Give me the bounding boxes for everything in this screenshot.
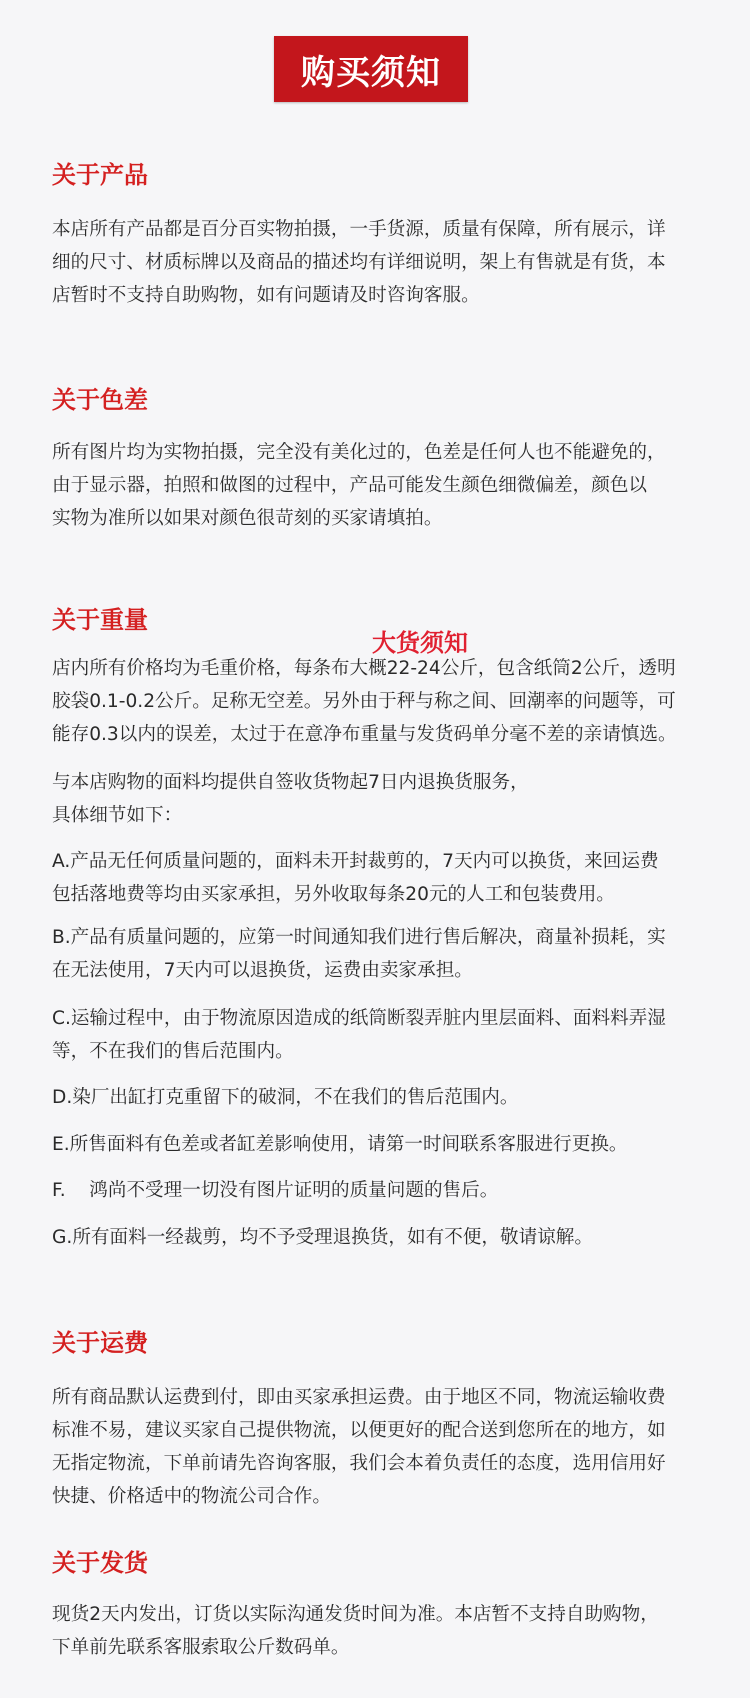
page-title-banner: 购买须知 [274,36,468,102]
text-line: F. 鸿尚不受理一切没有图片证明的质量问题的售后。 [52,1180,499,1201]
heading-weight: 关于重量 [52,606,148,634]
text-line: C.运输过程中，由于物流原因造成的纸筒断裂弄脏内里层面料、面料料弄湿 [52,1008,666,1029]
paragraph-shipping-fee [52,1381,750,1513]
text-line: 所有图片均为实物拍摄，完全没有美化过的，色差是任何人也不能避免的， [52,442,666,463]
text-line: 与本店购物的面料均提供自签收货物起7日内退换货服务， [52,772,529,793]
heading-product: 关于产品 [52,161,148,189]
paragraph-color-difference [52,436,750,535]
heading-shipping-fee: 关于运费 [52,1329,148,1357]
text-line: 所有商品默认运费到付，即由买家承担运费。由于地区不同，物流运输收费 [52,1387,666,1408]
returns-item-b [52,921,750,987]
text-line: E.所售面料有色差或者缸差影响使用，请第一时间联系客服进行更换。 [52,1134,628,1155]
text-line: 能存0.3以内的误差，太过于在意净布重量与发货码单分毫不差的亲请慎选。 [52,724,677,745]
text-line: 无指定物流，下单前请先咨询客服，我们会本着负责任的态度，选用信用好 [52,1453,666,1474]
text-line: 快捷、价格适中的物流公司合作。 [52,1486,331,1507]
text-line: 胶袋0.1-0.2公斤。足称无空差。另外由于秤与称之间、回潮率的问题等，可 [52,691,676,712]
heading-color-difference: 关于色差 [52,386,148,414]
returns-item-e [52,1128,750,1161]
returns-item-a [52,845,750,911]
text-line: 本店所有产品都是百分百实物拍摄，一手货源，质量有保障，所有展示，详 [52,219,666,240]
text-line: 店内所有价格均为毛重价格，每条布大概22-24公斤，包含纸筒2公斤，透明 [52,658,676,679]
text-line: 细的尺寸、材质标牌以及商品的描述均有详细说明，架上有售就是有货，本 [52,252,666,273]
returns-item-f [52,1174,750,1207]
text-line: B.产品有质量问题的，应第一时间通知我们进行售后解决，商量补损耗，实 [52,927,666,948]
text-line: G.所有面料一经裁剪，均不予受理退换货，如有不便，敬请谅解。 [52,1227,593,1248]
returns-item-c [52,1002,750,1068]
text-line: 由于显示器，拍照和做图的过程中，产品可能发生颜色细微偏差，颜色以 [52,475,648,496]
heading-delivery: 关于发货 [52,1549,148,1577]
returns-item-g [52,1221,750,1254]
text-line: 标准不易，建议买家自己提供物流，以便更好的配合送到您所在的地方，如 [52,1420,666,1441]
paragraph-product [52,213,750,312]
returns-intro [52,766,750,832]
text-line: 现货2天内发出，订货以实际沟通发货时间为准。本店暂不支持自助购物， [52,1604,659,1625]
paragraph-weight [52,652,750,751]
text-line: 店暂时不支持自助购物，如有问题请及时咨询客服。 [52,285,480,306]
text-line: A.产品无任何质量问题的，面料未开封裁剪的，7天内可以换货，来回运费 [52,851,659,872]
text-line: 实物为准所以如果对颜色很苛刻的买家请填拍。 [52,508,443,529]
text-line: 等，不在我们的售后范围内。 [52,1041,294,1062]
paragraph-delivery [52,1598,750,1664]
bulk-notice-overlay: 大货须知 [372,629,468,657]
text-line: 包括落地费等均由买家承担，另外收取每条20元的人工和包装费用。 [52,884,615,905]
text-line: 具体细节如下： [52,805,183,826]
text-line: D.染厂出缸打克重留下的破洞，不在我们的售后范围内。 [52,1087,519,1108]
text-line: 在无法使用，7天内可以退换货，运费由卖家承担。 [52,960,473,981]
text-line: 下单前先联系客服索取公斤数码单。 [52,1637,350,1658]
returns-item-d [52,1081,750,1114]
